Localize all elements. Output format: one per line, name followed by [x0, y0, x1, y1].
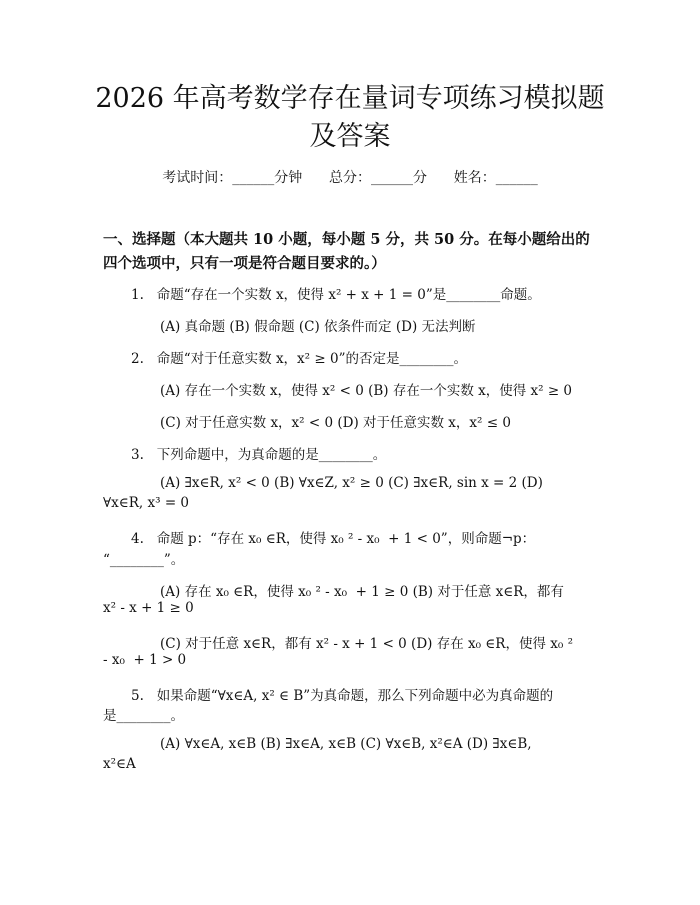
- options-2-line-2: (C) 对于任意实数 x，x² < 0 (D) 对于任意实数 x，x² ≤ 0: [160, 415, 511, 431]
- question-2: 2. 命题“对于任意实数 x，x² ≥ 0”的否定是________。: [131, 351, 467, 367]
- options-4-line-3: (C) 对于任意 x∈R，都有 x² - x + 1 < 0 (D) 存在 x₀ ∈R，使得 x₀ ²: [160, 636, 573, 652]
- document-title: 2026 年高考数学存在量词专项练习模拟题及答案: [95, 83, 605, 152]
- question-5-line-1: 5. 如果命题“∀x∈A, x² ∈ B”为真命题，那么下列命题中必为真命题的: [131, 688, 554, 704]
- options-3-line-2: ∀x∈R, x³ = 0: [103, 495, 190, 511]
- question-1: 1. 命题“存在一个实数 x，使得 x² + x + 1 = 0”是________命题。: [131, 287, 541, 303]
- question-5-line-2: 是________。: [103, 708, 184, 724]
- question-4-line-1: 4. 命题 p：“存在 x₀ ∈R，使得 x₀ ² - x₀ + 1 < 0”，则命题¬p：: [131, 531, 536, 547]
- options-4-line-4: - x₀ + 1 > 0: [103, 652, 187, 668]
- question-3: 3. 下列命题中，为真命题的是________。: [131, 447, 387, 463]
- options-2-line-1: (A) 存在一个实数 x，使得 x² < 0 (B) 存在一个实数 x，使得 x² ≥ 0: [160, 383, 573, 399]
- section-heading: 一、选择题（本大题共 10 小题，每小题 5 分，共 50 分。在每小题给出的四个选项中，只有一项是符合题目要求的。）: [103, 231, 590, 272]
- options-1: (A) 真命题 (B) 假命题 (C) 依条件而定 (D) 无法判断: [160, 319, 476, 335]
- question-4-line-2: “________”。: [103, 552, 185, 568]
- options-4-line-2: x² - x + 1 ≥ 0: [103, 600, 194, 616]
- options-3-line-1: (A) ∃x∈R, x² < 0 (B) ∀x∈Z, x² ≥ 0 (C) ∃x∈R, sin x = 2 (D): [160, 475, 543, 491]
- exam-info: 考试时间：______分钟 总分：______分 姓名：______: [162, 170, 538, 186]
- options-4-line-1: (A) 存在 x₀ ∈R，使得 x₀ ² - x₀ + 1 ≥ 0 (B) 对于任意 x∈R，都有: [160, 584, 564, 600]
- options-5-line-1: (A) ∀x∈A, x∈B (B) ∃x∈A, x∈B (C) ∀x∈B, x²∈A (D) ∃x∈B,: [160, 736, 532, 752]
- options-5-line-2: x²∈A: [103, 756, 136, 772]
